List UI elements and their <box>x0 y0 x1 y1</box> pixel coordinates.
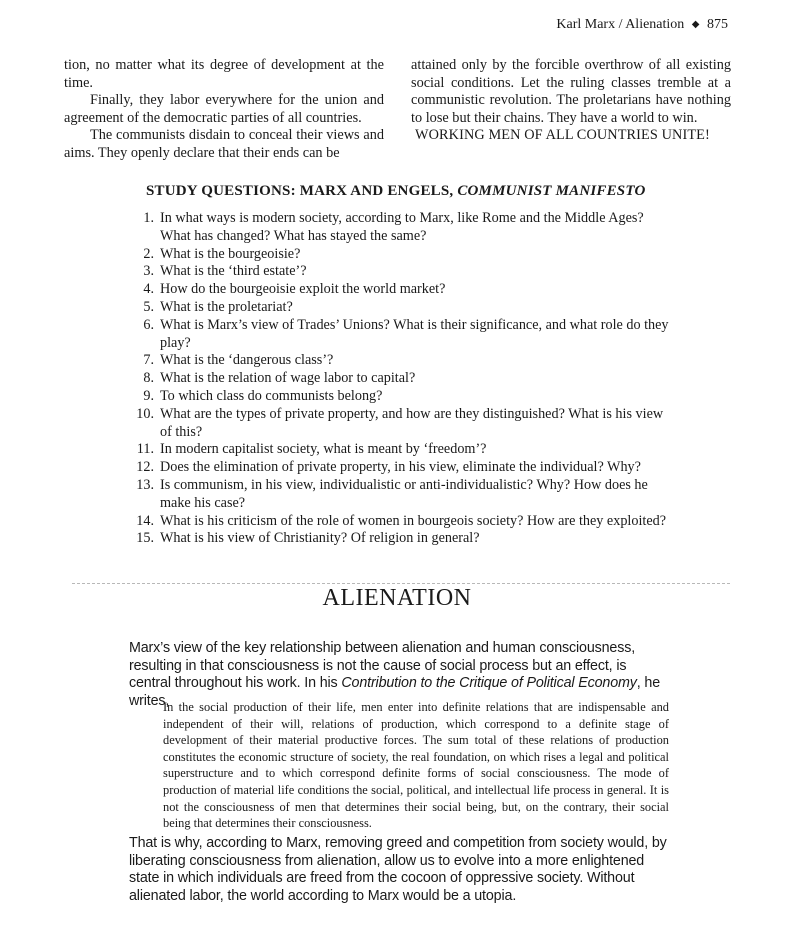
left-column <box>64 57 384 163</box>
question-text: Does the elimination of private property, in his view, eliminate the individual? Why? <box>160 459 641 476</box>
section-title: ALIENATION <box>322 585 472 611</box>
question-number: 11. <box>136 441 154 458</box>
question-item <box>128 459 673 477</box>
running-head <box>556 17 728 33</box>
block-quote: In the social production of their life, men enter into definite relations that are indispensable and independent of their will, relations of production, which correspond to a definite stage of development of their material productive forces. The sum total of these relations of production constitutes the economic structure of society, the real foundation, on which rises a legal and political superstructure and to which correspond definite forms of social consciousness. The mode of production of material life conditions the social, political, and intellectual life process in general. It is not the consciousness of men that determines their social being, but, on the contrary, their social being that determines their consciousness. <box>163 700 669 831</box>
right-paragraph-1: attained only by the forcible overthrow of all existing social conditions. Let the ruling classes tremble at a communistic revolution. The proletarians have nothing to lose but their chains. They have a world to win. <box>411 57 731 126</box>
question-item <box>128 441 673 459</box>
question-number: 13. <box>136 476 154 493</box>
question-item <box>128 246 673 264</box>
running-title: Karl Marx / Alienation <box>556 17 685 32</box>
question-number: 9. <box>143 387 154 404</box>
question-text: Is communism, in his view, individualistic or anti-individualistic? Why? How does he make his case? <box>160 476 648 511</box>
page-number: 875 <box>707 17 728 32</box>
intro-work-title: Contribution to the Critique of Political Economy <box>341 675 637 691</box>
question-number: 1. <box>143 210 154 226</box>
question-text: How do the bourgeoisie exploit the world market? <box>160 281 446 298</box>
question-number: 15. <box>136 530 154 547</box>
question-number: 12. <box>136 459 154 476</box>
question-text: What is his criticism of the role of women in bourgeois society? How are they exploited? <box>160 512 667 529</box>
left-paragraph-3: The communists disdain to conceal their views and aims. They openly declare that their ends can be <box>64 127 384 161</box>
left-paragraph-1: tion, no matter what its degree of development at the time. <box>64 57 384 91</box>
intro-text-after: , he writes, <box>129 675 661 709</box>
question-item <box>128 299 673 317</box>
question-item <box>128 477 673 513</box>
question-text: What is his view of Christianity? Of religion in general? <box>160 530 480 547</box>
question-text: What is the bourgeoisie? <box>160 245 301 262</box>
question-item <box>128 388 673 406</box>
question-number: 5. <box>143 298 154 315</box>
question-number: 3. <box>143 263 154 280</box>
study-questions-title <box>146 183 645 200</box>
question-item <box>128 281 673 299</box>
question-number: 14. <box>136 512 154 529</box>
question-text: To which class do communists belong? <box>160 387 383 404</box>
question-item <box>128 352 673 370</box>
right-column <box>411 57 731 145</box>
question-text: What are the types of private property, and how are they distinguished? What is his view of this? <box>160 405 664 440</box>
question-text: What is the ‘third estate’? <box>160 263 307 280</box>
question-number: 7. <box>143 352 154 369</box>
study-questions-title-work: COMMUNIST MANIFESTO <box>457 183 646 199</box>
question-number: 10. <box>136 405 154 422</box>
question-text: In modern capitalist society, what is meant by ‘freedom’? <box>160 441 487 458</box>
question-item <box>128 513 673 531</box>
study-questions-list <box>128 210 673 548</box>
diamond-separator-icon: ◆ <box>691 19 700 30</box>
question-number: 6. <box>143 316 154 333</box>
question-text: What is the relation of wage labor to capital? <box>160 370 416 387</box>
question-item <box>128 210 673 246</box>
question-item <box>128 530 673 548</box>
question-item <box>128 317 673 353</box>
question-item <box>128 370 673 388</box>
question-text: What is Marx’s view of Trades’ Unions? What is their significance, and what role do they play? <box>160 316 669 351</box>
question-item <box>128 406 673 442</box>
closing-slogan: WORKING MEN OF ALL COUNTRIES UNITE! <box>415 127 710 144</box>
closing-paragraph: That is why, according to Marx, removing greed and competition from society would, by liberating consciousness from alienation, allow us to evolve into a more enlightened state in which individuals are freed from the cocoon of oppressive society. Without alienated labor, the world according to Marx would be a utopia. <box>129 835 667 904</box>
question-number: 8. <box>143 370 154 387</box>
question-text: In what ways is modern society, according to Marx, like Rome and the Middle Ages? What has changed? What has stayed the same? <box>160 210 644 244</box>
left-paragraph-2: Finally, they labor everywhere for the union and agreement of the democratic parties of all countries. <box>64 92 384 126</box>
question-text: What is the ‘dangerous class’? <box>160 352 334 369</box>
section-divider <box>72 583 730 584</box>
intro-text-before: Marx’s view of the key relationship between alienation and human consciousness, resulting in that consciousness is not the cause of social process but an effect, is central throughout his work. In his <box>129 640 636 691</box>
question-number: 2. <box>143 245 154 262</box>
study-questions-title-prefix: STUDY QUESTIONS: MARX AND ENGELS, <box>146 183 458 199</box>
question-number: 4. <box>143 281 154 298</box>
question-item <box>128 263 673 281</box>
question-text: What is the proletariat? <box>160 298 293 315</box>
